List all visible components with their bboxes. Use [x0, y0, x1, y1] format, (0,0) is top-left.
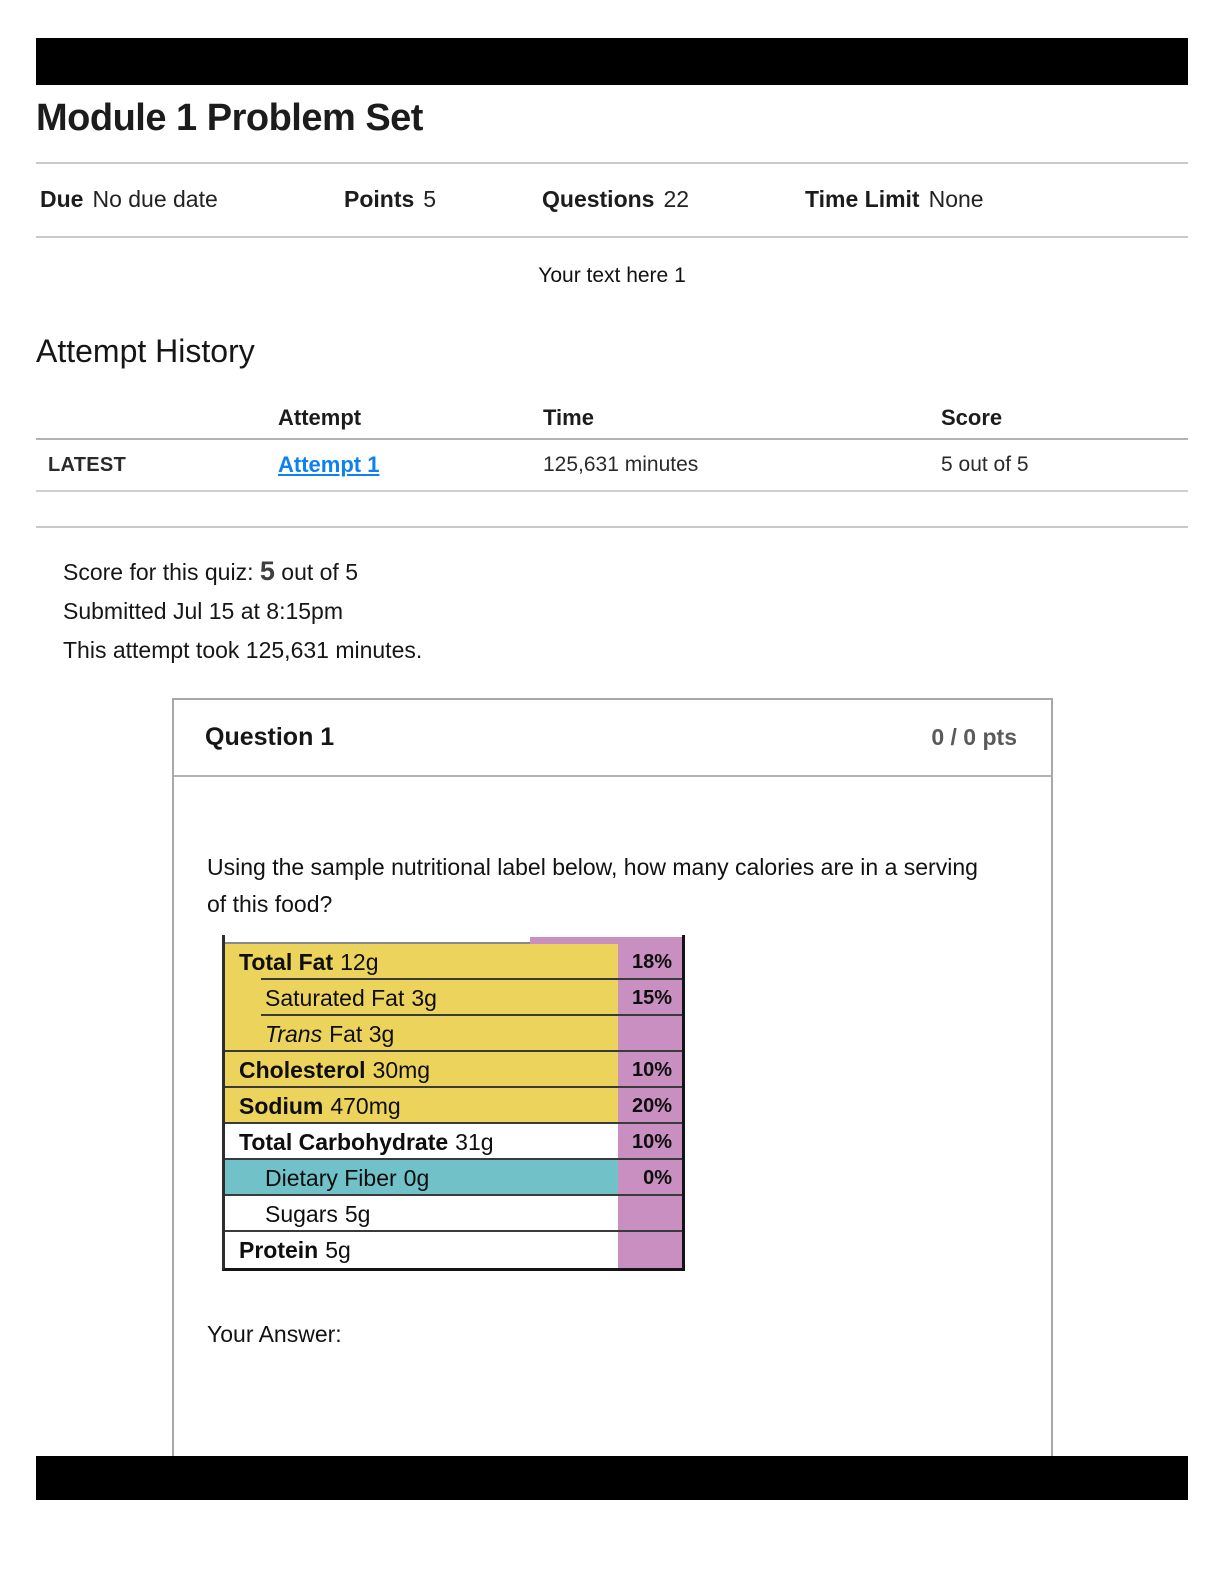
- nutrition-row-sodium: [225, 1088, 682, 1124]
- nutrition-row-sugars: [225, 1196, 682, 1232]
- nutrient-name: Sodium: [239, 1092, 324, 1119]
- nutrient-name: Saturated Fat: [265, 984, 405, 1011]
- attempt-link[interactable]: Attempt 1: [278, 452, 380, 477]
- nutrient-amount: 12g: [340, 948, 379, 975]
- daily-value-percent: 20%: [618, 1088, 682, 1124]
- column-header-score: Score: [941, 405, 1003, 430]
- meta-value: 22: [663, 186, 690, 212]
- daily-value-percent: 18%: [618, 944, 682, 980]
- attempt-row: [36, 440, 1188, 492]
- nutrition-row-trans-fat: [225, 1016, 682, 1052]
- nutrient-amount: 30mg: [372, 1056, 431, 1083]
- meta-due: [40, 186, 218, 213]
- nutrient-name: Cholesterol: [239, 1056, 366, 1083]
- score-value: 5: [259, 556, 275, 586]
- daily-value-percent: [618, 1232, 682, 1268]
- daily-value-percent: 0%: [618, 1160, 682, 1196]
- question-prompt: Using the sample nutritional label below, how many calories are in a serving of this food?: [207, 854, 978, 917]
- column-header-attempt: Attempt: [278, 405, 362, 430]
- meta-label: Due: [40, 186, 84, 212]
- divider: [36, 236, 1188, 238]
- submitted-line: Submitted Jul 15 at 8:15pm: [63, 598, 343, 624]
- question-card: [172, 698, 1053, 1456]
- nutrition-row-cholesterol: [225, 1052, 682, 1088]
- meta-label: Time Limit: [805, 186, 920, 212]
- notice-text: Your text here 1: [538, 264, 686, 287]
- attempt-history-header-row: [36, 398, 1188, 440]
- meta-questions: [542, 186, 689, 213]
- nutrient-amount: 3g: [411, 984, 437, 1011]
- nutrient-amount: 0g: [403, 1164, 430, 1191]
- nutrition-label-image: [222, 935, 685, 1271]
- attempt-history-table: [36, 398, 1188, 492]
- meta-value: No due date: [92, 186, 218, 212]
- bottom-redaction-bar: [36, 1456, 1188, 1500]
- attempt-score: 5 out of 5: [941, 453, 1029, 476]
- meta-value: 5: [423, 186, 437, 212]
- question-title: Question 1: [205, 723, 335, 751]
- score-suffix: out of 5: [281, 559, 359, 585]
- top-redaction-bar: [36, 38, 1188, 85]
- nutrition-label-top-strip: [225, 935, 682, 944]
- daily-value-percent: 15%: [618, 980, 682, 1016]
- quiz-meta: [36, 186, 1188, 216]
- your-answer-label: Your Answer:: [207, 1321, 342, 1347]
- nutrient-amount: 5g: [344, 1200, 371, 1227]
- question-body: [174, 777, 1051, 1348]
- score-prefix: Score for this quiz:: [63, 559, 254, 585]
- meta-points: [344, 186, 436, 213]
- meta-label: Questions: [542, 186, 655, 212]
- nutrient-name: Sugars: [265, 1200, 338, 1227]
- latest-tag: LATEST: [48, 453, 127, 476]
- score-summary: [63, 552, 422, 670]
- nutrient-amount: 31g: [455, 1128, 494, 1155]
- attempt-history-heading: Attempt History: [36, 333, 255, 369]
- divider: [36, 162, 1188, 164]
- nutrition-row-total-carbohydrate: [225, 1124, 682, 1160]
- score-line: [63, 552, 422, 592]
- nutrition-row-protein: [225, 1232, 682, 1268]
- daily-value-percent: 10%: [618, 1052, 682, 1088]
- nutrient-amount: 470mg: [330, 1092, 401, 1119]
- meta-value: None: [928, 186, 984, 212]
- nutrition-row-dietary-fiber: [225, 1160, 682, 1196]
- daily-value-column-top: [530, 937, 682, 944]
- column-header-time: Time: [543, 405, 594, 430]
- question-points: 0 / 0 pts: [931, 724, 1017, 750]
- meta-time-limit: [805, 186, 984, 213]
- nutrition-row-total-fat: [225, 944, 682, 980]
- nutrient-name: Total Carbohydrate: [239, 1128, 449, 1155]
- daily-value-percent: [618, 1016, 682, 1052]
- attempt-time: 125,631 minutes: [543, 453, 699, 476]
- nutrient-name: Dietary Fiber: [265, 1164, 397, 1191]
- daily-value-percent: 10%: [618, 1124, 682, 1160]
- nutrient-name: Protein: [239, 1236, 319, 1263]
- nutrient-name: Total Fat: [239, 948, 334, 975]
- meta-label: Points: [344, 186, 415, 212]
- nutrient-amount: 5g: [325, 1236, 351, 1263]
- nutrient-amount: Fat 3g: [329, 1020, 395, 1047]
- question-header: [174, 700, 1051, 777]
- nutrient-name: Trans: [265, 1020, 323, 1047]
- divider: [36, 526, 1188, 528]
- nutrition-row-saturated-fat: [225, 980, 682, 1016]
- page-title: Module 1 Problem Set: [36, 97, 423, 139]
- daily-value-percent: [618, 1196, 682, 1232]
- attempt-duration-line: This attempt took 125,631 minutes.: [63, 637, 423, 663]
